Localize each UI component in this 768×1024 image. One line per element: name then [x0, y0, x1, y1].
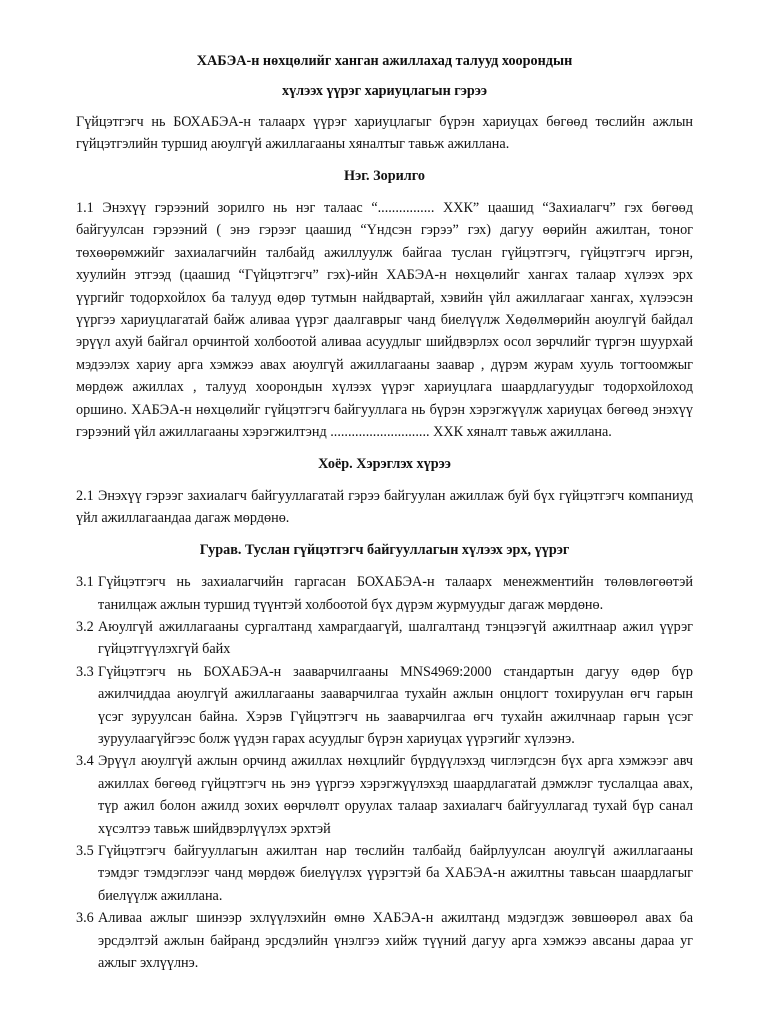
- document-title-line-2: хүлээх үүрэг хариуцлагын гэрээ: [281, 83, 488, 100]
- list-item-text: Гүйцэтгэгч нь захиалагчийн гаргасан БОХАБЭА-н талаарх менежментийн төлөвлөгөөтэй танилцаж ажлын туршид түүнтэй холбоотой бүх дүрэм журмуудыг дагаж мөрдөнө.: [98, 574, 693, 613]
- section-3-list: [76, 571, 693, 974]
- section-3-heading: Гурав. Туслан гүйцэтгэгч байгууллагын хүлээх эрх, үүрэг: [199, 541, 570, 558]
- list-item-number: 3.4: [76, 753, 94, 770]
- list-item-text: Гүйцэтгэгч байгууллагын ажилтан нар төслийн талбайд байрлуулсан аюулгүй ажиллагааны тэмдэг тэмдэглээг чанд мөрдөж биелүүлэх үүрэгтэй ба ХАБЭА-н ажилтны тавьсан шаардлагыг биелүүлж ажиллана.: [98, 843, 693, 904]
- list-item-number: 3.1: [76, 574, 94, 591]
- list-item-text: Аливаа ажлыг шинээр эхлүүлэхийн өмнө ХАБЭА-н ажилтанд мэдэгдэж зөвшөөрөл авах ба эрсдэлтэй ажлын байранд эрсдэлийн үнэлгээ хийж түүний дагуу арга хэмжээ авсаны дараа уг ажлыг эхлүүлнэ.: [98, 910, 693, 972]
- section-2-paragraph: 2.1 Энэхүү гэрээг захиалагч байгууллагатай гэрээ байгуулан ажиллаж буй бүх гүйцэтгэгч компаниуд үйл ажиллагаандаа дагаж мөрдөнө.: [76, 487, 693, 527]
- section-2-heading: Хоёр. Хэрэглэх хүрээ: [318, 455, 451, 472]
- list-item-number: 3.3: [76, 663, 94, 680]
- list-item: [76, 616, 693, 661]
- list-item-number: 3.5: [76, 843, 94, 859]
- section-1-paragraph: 1.1 Энэхүү гэрээний зорилго нь нэг талаас “................ ХХК” цаашид “Захиалагч” гэх бөгөөд байгуулсан гэрээний ( энэ гэрээг цаашид “Үндсэн гэрээ” гэх) дагуу өөрийн ажилтан, тоног төхөөрөмжийг захиалагчийн талбайд ажиллуулж байгаа туслан гүйцэтгэгч, гүйцэтгэгч иргэн, хуулийн этгээд (цаашид “Гүйцэтгэгч” гэх)-ийн ХАБЭА-н нөхцөлийг хангах талаар хүлээх эрх үүргийг тодорхойлох ба талууд өдөр тутмын найдвартай, хэвийн үйл ажиллагааг хангах, хүлээсэн үүргээ хариуцлагатай байж аливаа үүрэг даалгаврыг чанд биелүүлж Хөдөлмөрийн аюулгүй байдал эрүүл ахуй байгал орчинтой холбоотой аливаа асуудлыг шийдвэрлэх осол зөрчлийг түргэн шуурхай мэдээлэх хариу арга хэмжээ авах аюулгүй ажиллагааны заавар , дүрэм журам хууль тогтоомжыг мөрдөж ажиллах , талууд хоорондын хүлээх үүрэг хариуцлага шаардлагуудыг тодорхойлоход оршино. ХАБЭА-н нөхцөлийг гүйцэтгэгч байгууллага нь бүрэн хэрэгжүүлж хариуцах бөгөөд энэхүү гэрээний үйл ажиллагааны хэрэгжилтэнд ............................ ХХК хяналт тавьж ажиллана.: [76, 200, 693, 441]
- list-item-number: 3.2: [76, 618, 94, 635]
- list-item: [76, 661, 693, 751]
- list-item: [76, 907, 693, 974]
- list-item-number: 3.6: [76, 910, 94, 927]
- list-item: [76, 840, 693, 907]
- list-item: [76, 750, 693, 840]
- list-item-text: Эрүүл аюулгүй ажлын орчинд ажиллах нөхцлийг бүрдүүлэхэд чиглэгдсэн бүх арга хэмжээг авч ажиллах бөгөөд гүйцэтгэгч нь энэ үүргээ хэрэгжүүлэхэд шаардлагатай дэмжлэг туслалцаа авах, түр ажил болон ажилд зохих өөрчлөлт оруулах талаар захиалагч байгууллагад тухай бүр санал хүсэлтээ тавьж шийдвэрлүүлэх эрхтэй: [98, 753, 693, 837]
- intro-paragraph: Гүйцэтгэгч нь БОХАБЭА-н талаарх үүрэг хариуцлагыг бүрэн хариуцах бөгөөд төслийн ажлын гүйцэтгэлийн туршид аюулгүй ажиллагааны хяналтыг тавьж ажиллана.: [76, 113, 693, 153]
- list-item-text: Аюулгүй ажиллагааны сургалтанд хамрагдаагүй, шалгалтанд тэнцээгүй ажилтнаар ажил үүрэг гүйцэтгүүлэхгүй байх: [98, 618, 693, 658]
- list-item: [76, 571, 693, 616]
- section-1-heading: Нэг. Зорилго: [344, 167, 425, 184]
- document-title-line-1: ХАБЭА-н нөхцөлийг ханган ажиллахад талууд хоорондын: [196, 53, 573, 69]
- list-item-text: Гүйцэтгэгч нь БОХАБЭА-н зааварчилгааны MNS4969:2000 стандартын дагуу өдөр бүр ажилчиддаа аюулгүй ажиллагааны зааварчилгаа тухайн ажлын онцлогт тохируулан өгч гарын үсэг зуруулсан байна. Хэрэв Гүйцэтгэгч нь зааварчилгаа өгч тухайн ажилчнаар гарын үсэг зуруулаагүйгээс болж үүдэн гарах асуудлыг бүрэн хариуцах үүрэгийг хүлээнэ.: [98, 663, 693, 747]
